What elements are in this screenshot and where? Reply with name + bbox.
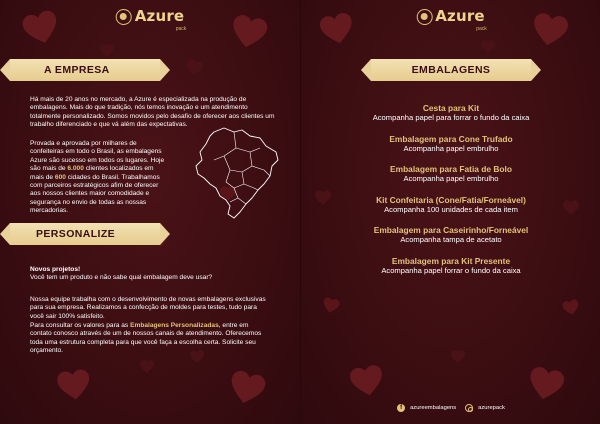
personalize-intro xyxy=(30,266,272,283)
heart-icon xyxy=(56,368,92,402)
brand-logo xyxy=(116,7,187,32)
facebook-handle[interactable]: azureembalagens xyxy=(410,405,457,411)
item-description: Acompanha papel embrulho xyxy=(403,143,499,153)
section-banner-personalize xyxy=(10,223,160,245)
item-title: Embalagem para Kit Presente xyxy=(391,255,511,266)
item-description: Acompanha tampa de acetato xyxy=(400,235,502,244)
heart-icon xyxy=(100,44,114,57)
heart-icon xyxy=(451,350,465,363)
empresa-paragraph-2 xyxy=(30,140,168,216)
item-title: Embalagem para Caseirinho/Forneável xyxy=(373,225,529,235)
right-page xyxy=(300,0,600,424)
highlight-text: Embalagens Personalizadas xyxy=(130,322,219,329)
item-title: Embalagem para Fatia de Bolo xyxy=(390,164,512,174)
section-title: A EMPRESA xyxy=(44,64,110,76)
clients-count: 6.000 xyxy=(67,165,84,173)
item-description: Acompanha papel forrar o fundo da caixa xyxy=(381,265,521,275)
text-span: , entre em contato conosco através de um de nossos canais de atendimento. Oferecemos toda uma estrutura completa para que você faça a escolha certa. Solicite seu orçamento. xyxy=(30,322,262,355)
item-title: Embalagem para Cone Trufado xyxy=(389,133,513,144)
heart-icon xyxy=(322,297,341,315)
item-title: Kit Confeitaria (Cone/Fatia/Forneável) xyxy=(376,194,526,205)
section-heading: Novos projetos! xyxy=(30,266,81,273)
item-description: Acompanha papel embrulho xyxy=(403,174,499,183)
section-title: EMBALAGENS xyxy=(411,64,491,76)
instagram-handle[interactable]: azurepack xyxy=(478,405,505,411)
brand-name: Azure xyxy=(435,7,485,25)
heart-icon xyxy=(140,360,154,373)
logo-mark-icon xyxy=(116,9,132,25)
text-span: Para consultar os valores para as xyxy=(30,322,131,329)
heart-icon xyxy=(318,11,356,47)
heart-icon xyxy=(562,299,581,317)
personalize-paragraph-1: Nossa equipe trabalha com o desenvolvimento de novas embalagens exclusivas para sua empresa. Realizamos a confecção de moldes para testes, tudo para você sair 100% satisfeito. xyxy=(30,296,266,320)
list-item xyxy=(301,225,600,245)
list-item xyxy=(301,256,600,276)
item-title: Cesta para Kit xyxy=(422,103,480,113)
heart-icon xyxy=(229,13,269,51)
heart-icon xyxy=(530,11,569,48)
cities-count: 600 xyxy=(54,173,66,181)
packaging-list xyxy=(301,103,600,286)
section-banner-empresa xyxy=(10,59,160,81)
section-question: Você tem um produto e não sabe qual embalagem deve usar? xyxy=(30,274,213,282)
instagram-icon[interactable] xyxy=(465,404,473,412)
section-title: PERSONALIZE xyxy=(36,228,116,240)
brand-name: Azure xyxy=(134,7,185,25)
list-item xyxy=(301,164,600,184)
list-item xyxy=(301,103,600,123)
facebook-icon[interactable]: f xyxy=(397,404,405,412)
brazil-map xyxy=(194,126,280,222)
heart-icon xyxy=(349,363,386,398)
text-span: Provada e aprovada por milhares de confeiteiras em todo o Brasil, as embalagens Azure são sucesso em todos os lugares. Hoje são mais de xyxy=(30,140,165,173)
heart-icon xyxy=(481,40,495,53)
item-description: Acompanha papel para forrar o fundo da caixa xyxy=(372,113,530,122)
heart-icon xyxy=(227,368,268,407)
section-banner-embalagens xyxy=(371,59,531,81)
social-footer xyxy=(301,404,600,412)
logo-mark-icon xyxy=(416,9,432,25)
brand-sub: pack xyxy=(175,26,187,32)
list-item xyxy=(301,134,600,154)
heart-icon xyxy=(184,58,204,78)
heart-icon xyxy=(526,365,566,403)
text-span: clientes localizados em mais de xyxy=(30,165,154,181)
empresa-paragraph-1: Há mais de 20 anos no mercado, a Azure é especializada na produção de embalagens. Mais do que tradição, nós temos inovação e um atendimento totalmente personalizado. Somos movidos pelo desafio de oferecer aos clientes um trabalho diferenciado e que vá além das expectativas. xyxy=(30,96,275,129)
brand-logo xyxy=(416,7,487,32)
heart-icon xyxy=(20,8,61,48)
personalize-paragraph-2 xyxy=(30,322,270,356)
item-description: Acompanha 100 unidades de cada item xyxy=(384,204,518,214)
brand-sub: pack xyxy=(476,26,487,32)
text-span: cidades do Brasil. Trabalhamos com parceiros estratégicos afim de oferecer aos nossos clientes maior comodidade e segurança no envio de todas as nossas mercadorias. xyxy=(30,173,160,215)
list-item xyxy=(301,195,600,215)
